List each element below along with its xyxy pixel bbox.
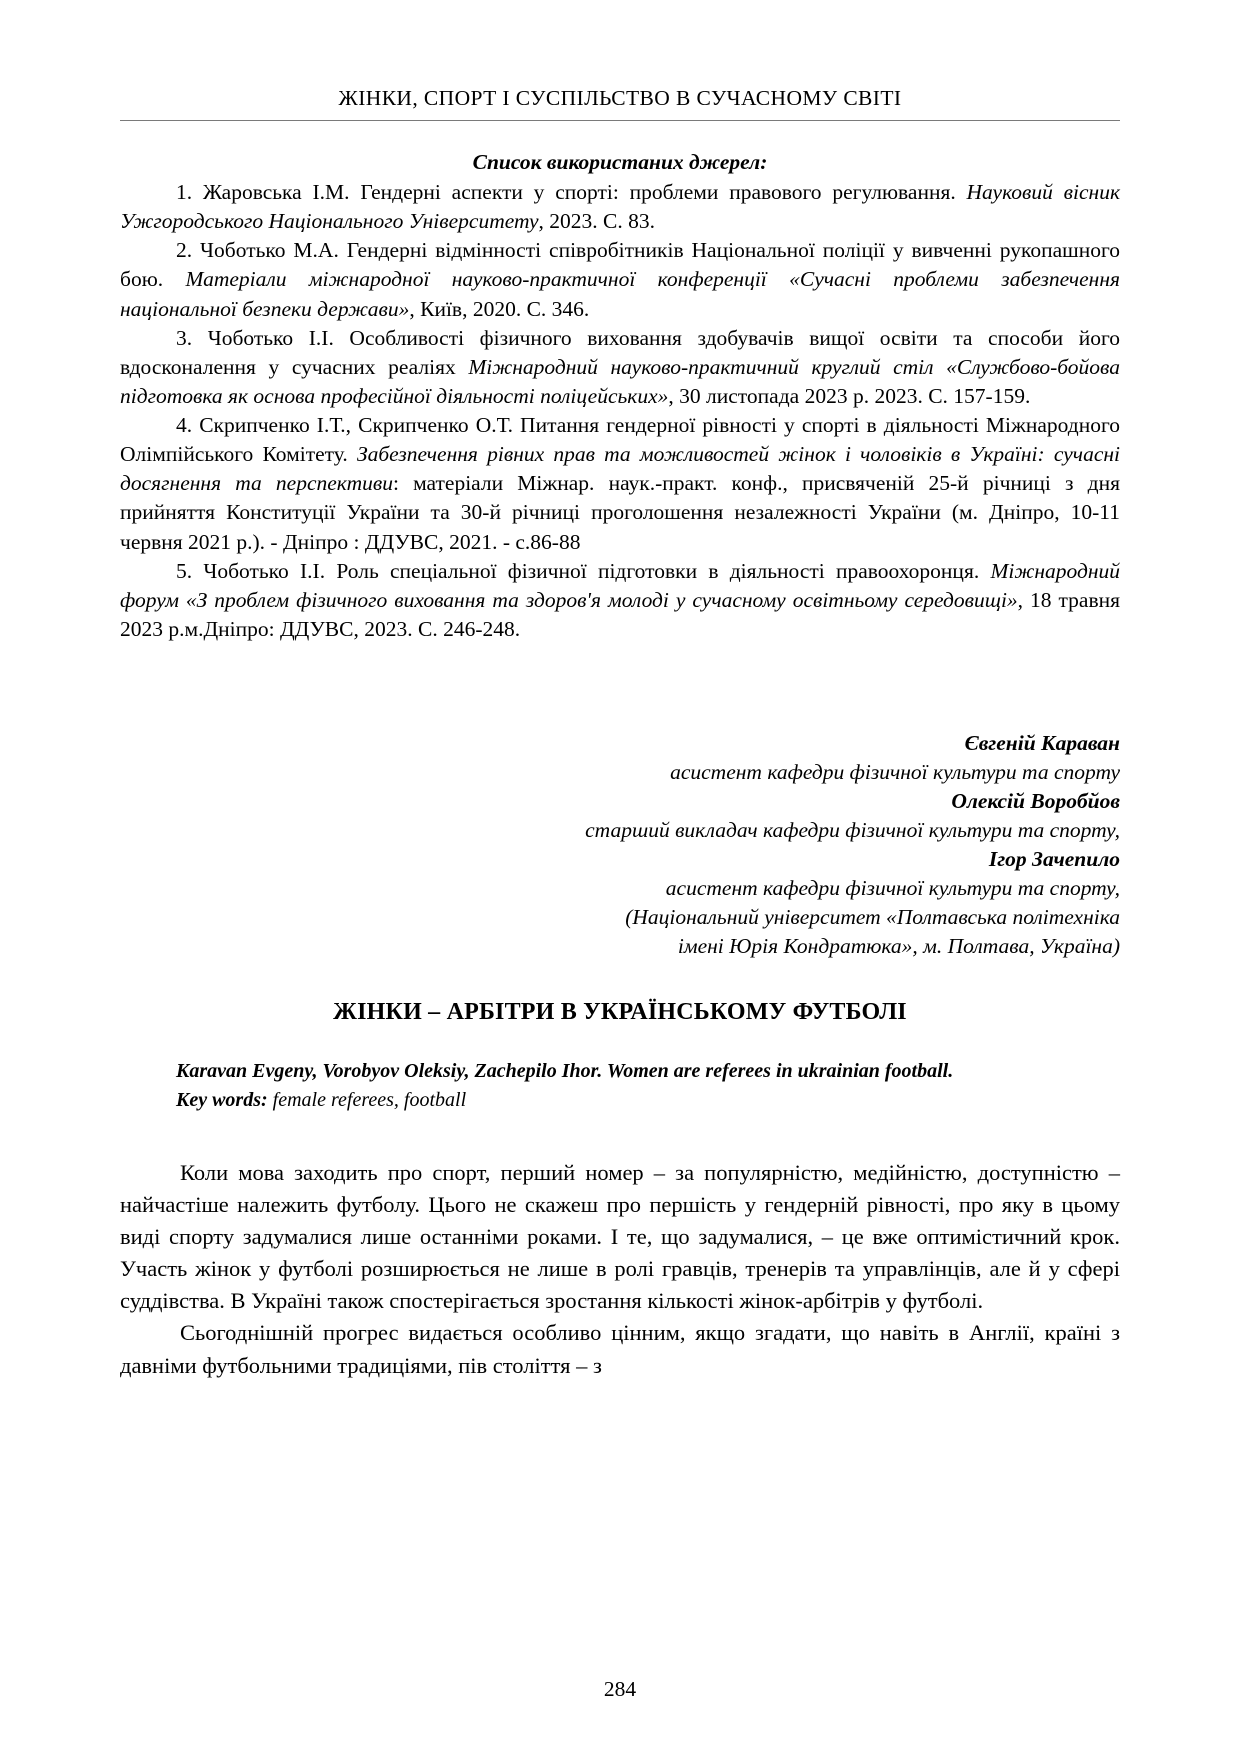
reference-text-plain-2: , 18 травня 2023 р.м.Дніпро: ДДУВС, 2023. С. 246-248. [120, 587, 1120, 641]
reference-text-plain-2: , 30 листопада 2023 р. 2023. С. 157-159. [668, 383, 1031, 408]
body-paragraph: Коли мова заходить про спорт, перший номер – за популярністю, медійністю, доступністю – найчастіше належить футболу. Цього не скажеш про першість у гендерній рівності, про яку в цьому виді спорту задумалися лише останніми роками. І те, що задумалися, – це вже оптимістичний крок. Участь жінок у футболі розширюється не лише в ролі гравців, тренерів та управлінців, але й у сфері суддівства. В Україні також спостерігається зростання кількості жінок-арбітрів у футболі. [120, 1159, 1120, 1314]
reference-number: 1. [176, 180, 193, 204]
references-section [120, 150, 1120, 644]
keywords-line [120, 1087, 1120, 1114]
reference-text-italic: Науковий вісник Ужгородського Національного Університету [120, 180, 1121, 234]
reference-number: 2. [176, 238, 193, 263]
reference-text-plain-2: : матеріали Міжнар. наук.-практ. конф., присвяченій 25-й річниці з дня прийняття Конституції України та 30-й річниці проголошення незалежності України (м. Дніпро, 10-11 червня 2021 р.). - Дніпро : ДДУВС, 2021. - с.86-88 [120, 471, 1121, 554]
header-divider [120, 120, 1120, 121]
reference-item [120, 324, 1120, 411]
author-role: старший викладач кафедри фізичної культури та спорту, [585, 818, 1120, 843]
affiliation-line: (Національний університет «Полтавська політехніка [625, 905, 1120, 930]
page-number: 284 [603, 1677, 637, 1701]
body-text [120, 1157, 1120, 1382]
reference-text-plain-2: , Київ, 2020. С. 346. [409, 296, 590, 321]
reference-text-italic: Забезпечення рівних прав та можливостей жінок і чоловіків в Україні: сучасні досягнення та перспективи [120, 442, 1120, 496]
body-paragraph: Сьогоднішній прогрес видається особливо цінним, якщо згадати, що навіть в Англії, країні з давніми футбольними традиціями, пів століття – з [120, 1320, 1120, 1378]
reference-item [120, 178, 1120, 236]
references-heading: Список використаних джерел: [472, 150, 768, 174]
reference-text-plain: Скрипченко І.Т., Скрипченко О.Т. Питання гендерної рівності у спорті в діяльності Міжнародного Олімпійського Комітету. [120, 413, 1120, 467]
reference-text-plain: Чоботько І.І. Роль спеціальної фізичної підготовки в діяльності правоохоронця. [192, 558, 991, 583]
author-block [120, 729, 1120, 961]
reference-item [120, 557, 1120, 644]
author-role: асистент кафедри фізичної культури та спорту, [665, 876, 1120, 901]
reference-number: 4. [176, 413, 193, 437]
reference-text-italic: Міжнародний форум «З проблем фізичного виховання та здоров'я молоді у сучасному освітньому середовищі» [120, 558, 1120, 612]
running-head: ЖІНКИ, СПОРТ І СУСПІЛЬСТВО В СУЧАСНОМУ СВІТІ [338, 86, 902, 110]
author-name: Євгеній Караван [964, 731, 1120, 755]
reference-number: 3. [176, 325, 193, 350]
keywords-label: Key words: [176, 1089, 268, 1112]
affiliation-line: імені Юрія Кондратюка», м. Полтава, Україна) [677, 934, 1120, 959]
keywords-values: female referees, football [267, 1089, 467, 1112]
reference-text-italic: Матеріали міжнародної науково-практичної конференції «Сучасні проблеми забезпечення національної безпеки держави» [120, 267, 1120, 321]
reference-text-plain: Чоботько М.А. Гендерні відмінності співробітників Національної поліції у вивченні рукопашного бою. [120, 238, 1120, 292]
reference-text-plain-2: , 2023. С. 83. [538, 209, 655, 234]
reference-text-plain: Жаровська І.М. Гендерні аспекти у спорті: проблеми правового регулювання. [192, 180, 967, 204]
article-title: ЖІНКИ – АРБІТРИ В УКРАЇНСЬКОМУ ФУТБОЛІ [333, 999, 907, 1026]
reference-text-plain: Чоботько І.І. Особливості фізичного виховання здобувачів вищої освіти та способи його вдосконалення у сучасних реаліях [120, 325, 1120, 379]
reference-item [120, 411, 1120, 557]
author-name: Олексій Воробйов [951, 789, 1120, 814]
english-title-line: Karavan Evgeny, Vorobyov Oleksiy, Zachepilo Ihor. Women are referees in ukrainian football. [176, 1060, 954, 1083]
reference-number: 5. [176, 558, 193, 583]
reference-text-italic: Міжнародний науково-практичний круглий стіл «Службово-бойова підготовка як основа професійної діяльності поліцейських» [120, 354, 1120, 408]
english-abstract-block [120, 1058, 1120, 1114]
author-name: Ігор Зачепило [988, 847, 1120, 872]
reference-item [120, 236, 1120, 323]
author-role: асистент кафедри фізичної культури та спорту [670, 760, 1120, 785]
